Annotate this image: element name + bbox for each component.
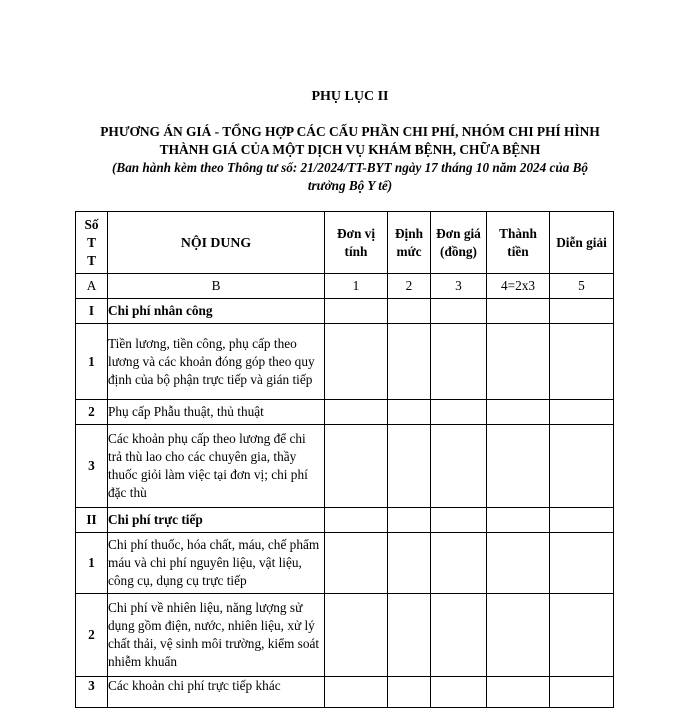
index-cell: 2	[388, 274, 431, 299]
empty-cell	[388, 677, 431, 708]
header-dinh-muc: Định mức	[388, 212, 431, 274]
section-row	[76, 508, 614, 533]
empty-cell	[487, 425, 550, 508]
header-dien-giai: Diễn giải	[550, 212, 614, 274]
document-subtitle	[80, 159, 620, 195]
empty-cell	[431, 400, 487, 425]
empty-cell	[550, 677, 614, 708]
table-row	[76, 677, 614, 708]
row-content-text: Chi phí thuốc, hóa chất, máu, chế phẩm máu và chi phí nguyên liệu, vật liệu, công cụ, dụng cụ trực tiếp	[108, 537, 320, 588]
document-title: PHỤ LỤC II	[311, 89, 389, 104]
empty-cell	[487, 594, 550, 677]
table-row	[76, 533, 614, 594]
row-content	[108, 324, 325, 400]
index-cell: 5	[550, 274, 614, 299]
heading-line-1: PHƯƠNG ÁN GIÁ - TỔNG HỢP CÁC CẤU PHẦN CHI PHÍ, NHÓM CHI PHÍ HÌNH	[100, 124, 600, 139]
subtitle-line-2: trưởng Bộ Y tế)	[307, 178, 393, 193]
table-row	[76, 594, 614, 677]
row-stt: 2	[76, 594, 108, 677]
row-stt: I	[76, 299, 108, 324]
row-content	[108, 533, 325, 594]
row-content-text: Các khoản phụ cấp theo lương để chi trả thù lao cho các chuyên gia, thầy thuốc giỏi làm việc tại đơn vị; chi phí đặc thù	[108, 431, 308, 500]
empty-cell	[550, 508, 614, 533]
heading-line-2: THÀNH GIÁ CỦA MỘT DỊCH VỤ KHÁM BỆNH, CHỮA BỆNH	[159, 142, 541, 157]
row-content-text: Các khoản chi phí trực tiếp khác	[108, 678, 281, 693]
empty-cell	[431, 677, 487, 708]
row-content	[108, 677, 325, 708]
header-noi-dung: NỘI DUNG	[108, 212, 325, 274]
index-cell: 4=2x3	[487, 274, 550, 299]
empty-cell	[388, 299, 431, 324]
empty-cell	[388, 594, 431, 677]
empty-cell	[325, 425, 388, 508]
empty-cell	[550, 425, 614, 508]
empty-cell	[431, 533, 487, 594]
empty-cell	[388, 508, 431, 533]
row-content-text: Chi phí về nhiên liệu, năng lượng sử dụng gồm điện, nước, nhiên liệu, xử lý chất thải, vệ sinh môi trường, kiểm soát nhiễm khuẩn	[108, 600, 320, 669]
row-stt: 3	[76, 425, 108, 508]
empty-cell	[487, 677, 550, 708]
table-row	[76, 425, 614, 508]
empty-cell	[388, 533, 431, 594]
empty-cell	[325, 400, 388, 425]
row-content	[108, 425, 325, 508]
empty-cell	[431, 425, 487, 508]
header-thanh-tien: Thành tiền	[487, 212, 550, 274]
cost-table	[75, 211, 614, 708]
row-stt: 2	[76, 400, 108, 425]
empty-cell	[487, 324, 550, 400]
empty-cell	[487, 508, 550, 533]
header-don-gia: Đơn giá (đồng)	[431, 212, 487, 274]
index-cell: 3	[431, 274, 487, 299]
empty-cell	[388, 324, 431, 400]
row-content	[108, 400, 325, 425]
header-stt: Số T T	[76, 212, 108, 274]
subtitle-line-1: (Ban hành kèm theo Thông tư số: 21/2024/TT-BYT ngày 17 tháng 10 năm 2024 của Bộ	[112, 160, 588, 175]
empty-cell	[325, 594, 388, 677]
row-content: Chi phí nhân công	[108, 299, 325, 324]
empty-cell	[431, 299, 487, 324]
row-content	[108, 594, 325, 677]
empty-cell	[487, 533, 550, 594]
empty-cell	[550, 299, 614, 324]
document-heading	[80, 123, 620, 159]
empty-cell	[325, 508, 388, 533]
empty-cell	[487, 400, 550, 425]
empty-cell	[388, 400, 431, 425]
row-stt: 3	[76, 677, 108, 708]
empty-cell	[325, 533, 388, 594]
empty-cell	[550, 594, 614, 677]
header-don-vi-tinh: Đơn vị tính	[325, 212, 388, 274]
row-content-text: Phụ cấp Phẫu thuật, thủ thuật	[108, 404, 264, 419]
row-stt: II	[76, 508, 108, 533]
column-index-row	[76, 274, 614, 299]
index-cell: B	[108, 274, 325, 299]
empty-cell	[487, 299, 550, 324]
empty-cell	[388, 425, 431, 508]
empty-cell	[431, 508, 487, 533]
header-row	[76, 212, 614, 274]
empty-cell	[431, 594, 487, 677]
index-cell: A	[76, 274, 108, 299]
index-cell: 1	[325, 274, 388, 299]
empty-cell	[431, 324, 487, 400]
row-stt: 1	[76, 324, 108, 400]
row-stt: 1	[76, 533, 108, 594]
empty-cell	[325, 677, 388, 708]
table-row	[76, 324, 614, 400]
section-row	[76, 299, 614, 324]
empty-cell	[550, 533, 614, 594]
empty-cell	[550, 324, 614, 400]
row-content: Chi phí trực tiếp	[108, 508, 325, 533]
table-row	[76, 400, 614, 425]
empty-cell	[325, 299, 388, 324]
row-content-text: Tiền lương, tiền công, phụ cấp theo lương và các khoản đóng góp theo quy định của bộ phận trực tiếp và gián tiếp	[108, 335, 315, 387]
empty-cell	[325, 324, 388, 400]
empty-cell	[550, 400, 614, 425]
